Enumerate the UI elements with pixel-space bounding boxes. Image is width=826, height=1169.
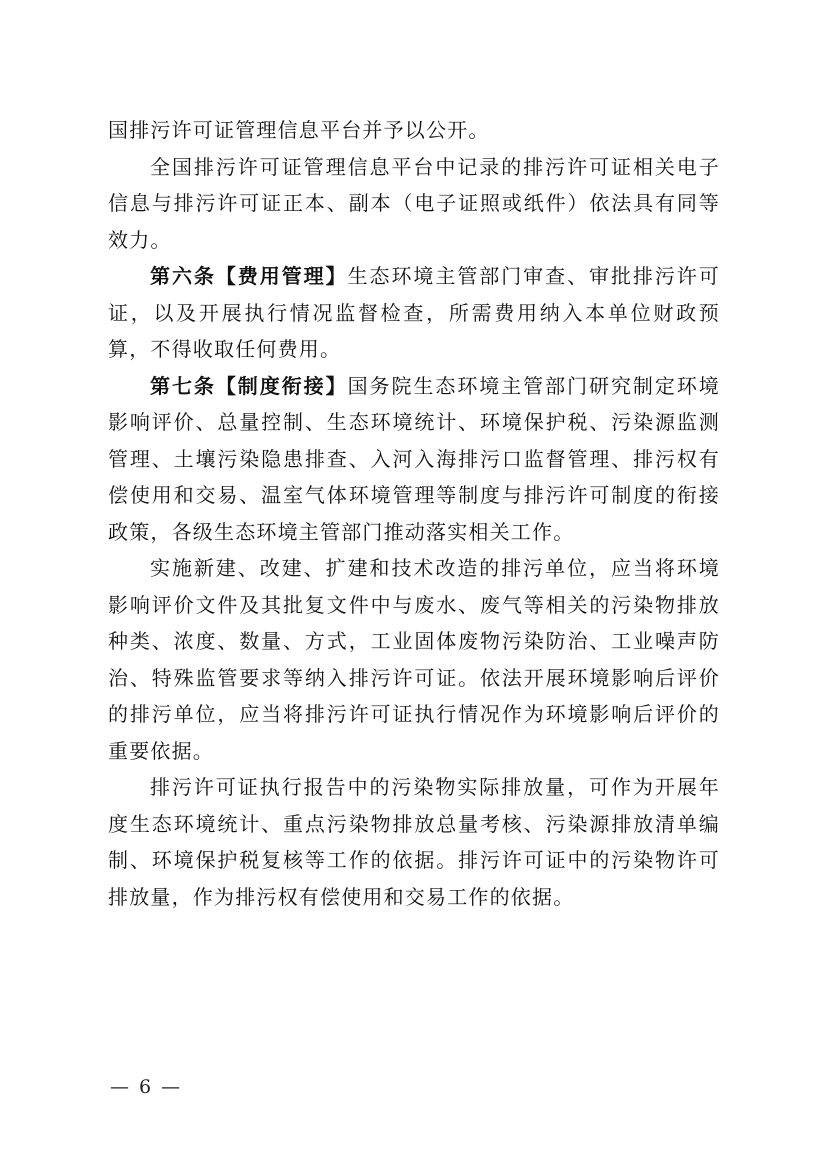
article-heading: 第六条【费用管理】 [150,264,348,288]
paragraph-text: 国排污许可证管理信息平台并予以公开。 [108,118,490,142]
document-body [108,112,720,915]
paragraph-text: 生态环境主管部门审查、审批排污许可证，以及开展执行情况监督检查，所需费用纳入本单位财政预算，不得收取任何费用。 [108,264,720,361]
paragraph-emissions [108,769,720,915]
paragraph-continuation [108,112,720,149]
paragraph-text: 全国排污许可证管理信息平台中记录的排污许可证相关电子信息与排污许可证正本、副本（电子证照或纸件）依法具有同等效力。 [108,154,720,252]
page-number: — 6 — [110,1076,183,1098]
paragraph-platform-info [108,149,720,259]
paragraph-text: 排污许可证执行报告中的污染物实际排放量，可作为开展年度生态环境统计、重点污染物排放总量考核、污染源排放清单编制、环境保护税复核等工作的依据。排污许可证中的污染物许可排放量，作为排污权有偿使用和交易工作的依据。 [108,775,720,909]
article-7 [108,368,720,551]
paragraph-eia [108,550,720,769]
paragraph-text: 国务院生态环境主管部门研究制定环境影响评价、总量控制、生态环境统计、环境保护税、污染源监测管理、土壤污染隐患排查、入河入海排污口监督管理、排污权有偿使用和交易、温室气体环境管理等制度与排污许可制度的衔接政策，各级生态环境主管部门推动落实相关工作。 [108,373,720,544]
article-6 [108,258,720,368]
paragraph-text: 实施新建、改建、扩建和技术改造的排污单位，应当将环境影响评价文件及其批复文件中与废水、废气等相关的污染物排放种类、浓度、数量、方式，工业固体废物污染防治、工业噪声防治、特殊监管要求等纳入排污许可证。依法开展环境影响后评价的排污单位，应当将排污许可证执行情况作为环境影响后评价的重要依据。 [108,556,720,763]
article-heading: 第七条【制度衔接】 [150,373,348,398]
